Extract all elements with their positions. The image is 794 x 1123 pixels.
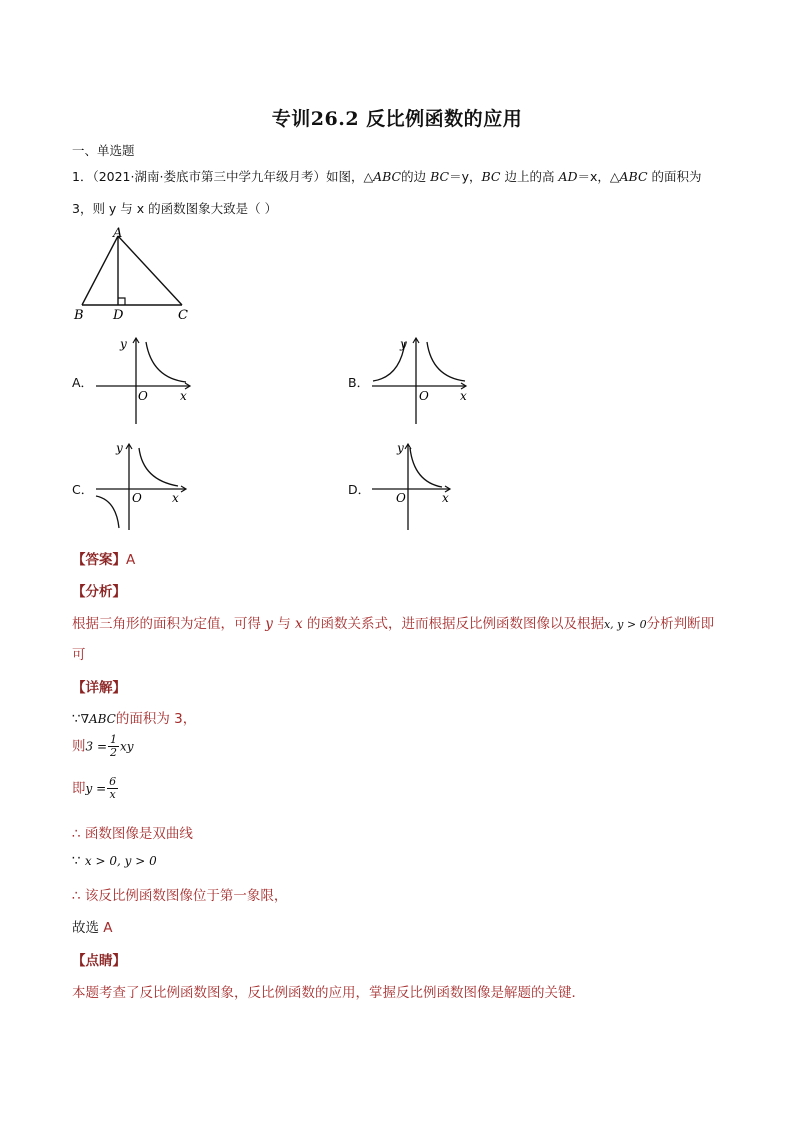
side-ac xyxy=(118,236,182,305)
math-ad: AD xyxy=(558,169,578,184)
axis-y-label: y xyxy=(397,441,404,455)
option-c-label: C． xyxy=(72,482,94,497)
math-abc: ABC xyxy=(619,169,648,184)
detail-text: 即 xyxy=(72,780,86,797)
triangle-figure xyxy=(70,224,195,324)
axis-y-label: y xyxy=(116,441,123,455)
math-condition: x, y > 0 xyxy=(603,618,647,631)
because-symbol: ∵ xyxy=(72,711,81,727)
axis-y-label: y xyxy=(400,337,407,351)
origin-label: O xyxy=(396,491,406,505)
math-bc: BC xyxy=(430,169,450,184)
detail-line-7 xyxy=(72,916,113,936)
detail-text: 故选 xyxy=(72,920,104,936)
label-a: A xyxy=(113,226,123,241)
analysis-tag: 【分析】 xyxy=(72,584,126,600)
option-d-label: D． xyxy=(348,482,371,497)
option-b-graph xyxy=(370,334,476,426)
analysis-line-1 xyxy=(72,612,714,632)
math-lhs: 3 = xyxy=(85,739,108,754)
origin-label: O xyxy=(132,491,142,505)
math-condition: x > 0, y > 0 xyxy=(84,854,157,868)
math-lhs: y = xyxy=(85,781,107,796)
question-text: ， xyxy=(468,169,482,184)
axis-x-label: x xyxy=(460,389,467,403)
fraction-denominator: x xyxy=(109,788,116,801)
fraction-half xyxy=(108,734,119,759)
axis-y-label: y xyxy=(120,337,127,351)
fraction-denominator: 2 xyxy=(110,746,118,759)
detail-text: 则 xyxy=(72,738,86,755)
question-text: 如图，△ xyxy=(325,169,374,184)
answer-line xyxy=(72,548,135,568)
math-bc: BC xyxy=(481,169,501,184)
detail-line-5 xyxy=(72,853,157,869)
question-text: ，△ xyxy=(597,169,620,184)
label-c: C xyxy=(178,308,188,323)
option-a-graph xyxy=(94,334,200,426)
math-x: x xyxy=(295,616,303,632)
detail-line-3 xyxy=(72,776,119,801)
axis-x-label: x xyxy=(172,491,179,505)
axis-x-label: x xyxy=(442,491,449,505)
detail-line-6: ∴ 该反比例函数图像位于第一象限， xyxy=(72,888,288,904)
math-rhs: xy xyxy=(120,739,134,754)
question-line-1 xyxy=(72,167,702,185)
detail-answer: A xyxy=(103,920,113,936)
question-line-2: 3，则 y 与 x 的函数图象大致是（ ） xyxy=(72,201,278,216)
math-y: y xyxy=(265,616,273,632)
hyperbola-branch-q3 xyxy=(96,496,119,528)
right-angle-mark xyxy=(118,298,125,305)
side-ab xyxy=(82,236,118,305)
axis-x-label: x xyxy=(180,389,187,403)
fraction-six-over-x xyxy=(107,776,118,801)
section-heading: 一、单选题 xyxy=(72,143,135,158)
analysis-text: 分析判断即 xyxy=(646,616,715,632)
comment-tag: 【点睛】 xyxy=(72,953,126,969)
question-text: 的边 xyxy=(401,169,431,184)
answer-tag: 【答案】 xyxy=(72,552,126,568)
because-symbol: ∵ xyxy=(72,853,81,869)
comment-text: 本题考查了反比例函数图象，反比例函数的应用，掌握反比例函数图像是解题的关键． xyxy=(72,985,585,1001)
detail-line-2 xyxy=(72,734,134,759)
option-c-graph xyxy=(94,440,200,532)
fraction-numerator: 6 xyxy=(109,775,117,788)
origin-label: O xyxy=(138,389,148,403)
detail-line-1 xyxy=(72,707,196,727)
analysis-line-2: 可 xyxy=(72,647,86,663)
question-number: 1． xyxy=(72,169,93,184)
analysis-text: 的函数关系式，进而根据反比例函数图像以及根据 xyxy=(302,616,604,632)
option-d-graph xyxy=(370,440,476,532)
math-eq-y: ＝y xyxy=(449,169,469,184)
label-d: D xyxy=(113,308,124,323)
hyperbola-branch xyxy=(146,342,186,382)
hyperbola-branch-q1 xyxy=(139,448,178,486)
detail-tag: 【详解】 xyxy=(72,680,126,696)
answer-value: A xyxy=(126,552,136,568)
question-text: 的面积为 xyxy=(647,169,702,184)
origin-label: O xyxy=(419,389,429,403)
question-source: （2021·湖南·娄底市第三中学九年级月考） xyxy=(92,169,326,184)
math-abc: ABC xyxy=(373,169,402,184)
option-a-label: A． xyxy=(72,375,94,390)
math-triangle: ∇ABC xyxy=(80,712,116,726)
fraction-numerator: 1 xyxy=(110,733,118,746)
label-b: B xyxy=(74,308,84,323)
question-text: 边上的高 xyxy=(500,169,559,184)
analysis-text: 根据三角形的面积为定值，可得 xyxy=(72,616,266,632)
analysis-text: 与 xyxy=(272,616,296,632)
option-b-label: B． xyxy=(348,375,370,390)
hyperbola-branch xyxy=(410,448,442,487)
math-eq-x: ＝x xyxy=(577,169,598,184)
hyperbola-branch-right xyxy=(427,342,465,381)
detail-text: 的面积为 3， xyxy=(115,711,197,727)
page-title: 专训26.2 反比例函数的应用 xyxy=(271,108,523,130)
detail-line-4: ∴ 函数图像是双曲线 xyxy=(72,826,193,842)
